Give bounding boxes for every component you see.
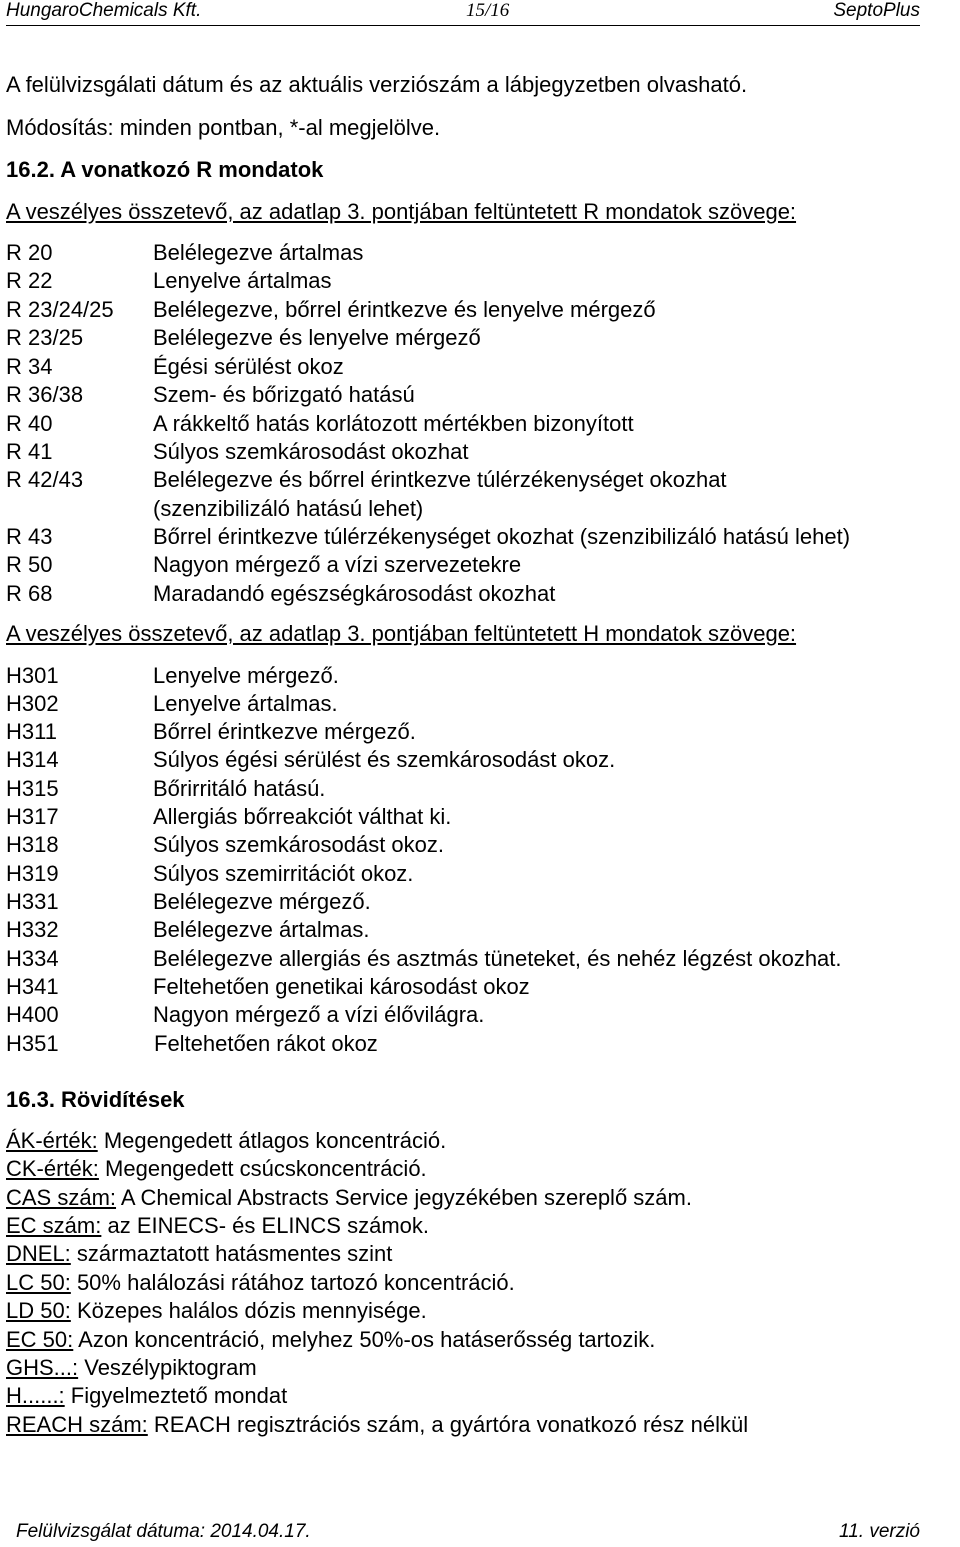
abbreviation-definition: REACH regisztrációs szám, a gyártóra vonatkozó rész nélkül [147,1412,749,1437]
h-phrase-code: H400 [6,1002,59,1027]
r-phrase-code: R 34 [6,354,53,379]
r-phrase-code: R 23/25 [6,325,84,350]
r-phrase-code: R 40 [6,411,53,436]
h-phrase-code: H302 [6,691,59,716]
h-phrase-text: Súlyos szemirritációt okoz. [153,861,414,886]
h-phrase-code: H301 [6,663,59,688]
abbreviation-definition: az EINECS- és ELINCS számok. [101,1213,430,1238]
h-phrase-code: H341 [6,974,59,999]
section-16-2-title: 16.2. A vonatkozó R mondatok [6,157,324,182]
r-phrase-text-continued: (szenzibilizáló hatású lehet) [153,496,424,521]
h-phrase-code: H334 [6,946,59,971]
abbreviation-item [6,1383,287,1409]
abbreviation-term: REACH szám: [6,1412,148,1437]
h-phrase-code: H315 [6,776,59,801]
h-phrase-code: H351 [6,1031,59,1056]
h-phrase-text: Lenyelve mérgező. [153,663,339,688]
h-phrase-code: H314 [6,747,59,772]
h-phrase-code: H319 [6,861,59,886]
r-phrase-code: R 68 [6,581,53,606]
version-label: 11. verzió [839,1521,920,1542]
page-number: 15/16 [466,0,510,21]
h-phrase-code: H318 [6,832,59,857]
r-phrases-heading: A veszélyes összetevő, az adatlap 3. pontjában feltüntetett R mondatok szövege: [6,199,797,224]
h-phrase-text: Feltehetően genetikai károsodást okoz [153,974,530,999]
r-phrase-text: Bőrrel érintkezve túlérzékenységet okozhat (szenzibilizáló hatású lehet) [153,524,851,549]
h-phrase-text: Belélegezve allergiás és asztmás tüneteket, és nehéz légzést okozhat. [153,946,842,971]
abbreviation-definition: 50% halálozási rátához tartozó koncentráció. [70,1270,515,1295]
abbreviation-item [6,1241,392,1267]
abbreviation-item [6,1213,429,1239]
h-phrase-text: Belélegezve ártalmas. [153,917,370,942]
abbreviation-definition: Megengedett csúcskoncentráció. [98,1156,427,1181]
r-phrase-text: Szem- és bőrizgató hatású [153,382,415,407]
header-divider [6,25,920,26]
abbreviation-term: DNEL: [6,1241,71,1266]
r-phrase-code: R 23/24/25 [6,297,114,322]
h-phrase-text: Súlyos égési sérülést és szemkárosodást okoz. [153,747,616,772]
abbreviation-term: ÁK-érték: [6,1128,98,1153]
abbreviation-definition: származtatott hatásmentes szint [70,1241,393,1266]
abbreviation-definition: Figyelmeztető mondat [64,1383,288,1408]
abbreviation-item [6,1156,427,1182]
h-phrase-text: Feltehetően rákot okoz [154,1031,378,1056]
h-phrase-code: H311 [6,719,57,744]
section-16-3-title: 16.3. Rövidítések [6,1087,185,1112]
h-phrase-code: H317 [6,804,59,829]
r-phrase-code: R 36/38 [6,382,84,407]
h-phrase-text: Belélegezve mérgező. [153,889,371,914]
abbreviation-item [6,1270,515,1296]
abbreviation-definition: Közepes halálos dózis mennyisége. [70,1298,427,1323]
product-name: SeptoPlus [833,0,920,21]
abbreviation-term: H......: [6,1383,65,1408]
abbreviation-definition: Veszélypiktogram [78,1355,257,1380]
r-phrase-code: R 43 [6,524,53,549]
abbreviation-item [6,1128,446,1154]
r-phrase-text: Belélegezve és lenyelve mérgező [153,325,481,350]
abbreviation-item [6,1412,748,1438]
abbreviation-term: EC szám: [6,1213,102,1238]
r-phrase-text: Nagyon mérgező a vízi szervezetekre [153,552,522,577]
r-phrase-text: A rákkeltő hatás korlátozott mértékben bizonyított [153,411,634,436]
page-header [6,0,920,24]
h-phrase-text: Bőrirritáló hatású. [153,776,326,801]
abbreviation-item [6,1298,427,1324]
abbreviation-term: CAS szám: [6,1185,117,1210]
r-phrase-code: R 41 [6,439,53,464]
abbreviation-definition: A Chemical Abstracts Service jegyzékében szereplő szám. [116,1185,692,1210]
abbreviation-term: LC 50: [6,1270,71,1295]
h-phrase-text: Súlyos szemkárosodást okoz. [153,832,445,857]
intro-line-1: A felülvizsgálati dátum és az aktuális verziószám a lábjegyzetben olvasható. [6,72,748,97]
h-phrases-heading: A veszélyes összetevő, az adatlap 3. pontjában feltüntetett H mondatok szövege: [6,621,797,646]
h-phrase-text: Nagyon mérgező a vízi élővilágra. [153,1002,485,1027]
h-phrase-text: Lenyelve ártalmas. [153,691,338,716]
r-phrase-text: Maradandó egészségkárosodást okozhat [153,581,556,606]
r-phrase-text: Belélegezve és bőrrel érintkezve túlérzékenységet okozhat [153,467,727,492]
h-phrase-code: H332 [6,917,59,942]
r-phrase-code: R 42/43 [6,467,84,492]
r-phrase-code: R 50 [6,552,53,577]
abbreviation-term: GHS...: [6,1355,79,1380]
abbreviation-item [6,1355,257,1381]
company-name: HungaroChemicals Kft. [6,0,202,21]
page-footer [16,1521,920,1545]
r-phrase-text: Lenyelve ártalmas [153,268,332,293]
review-date: Felülvizsgálat dátuma: 2014.04.17. [16,1521,311,1542]
abbreviation-definition: Megengedett átlagos koncentráció. [97,1128,447,1153]
r-phrase-code: R 22 [6,268,53,293]
abbreviation-definition: Azon koncentráció, melyhez 50%-os hatáserősség tartozik. [73,1327,656,1352]
abbreviation-item [6,1185,692,1211]
r-phrase-text: Égési sérülést okoz [153,354,344,379]
abbreviation-term: EC 50: [6,1327,74,1352]
r-phrase-code: R 20 [6,240,53,265]
intro-line-2: Módosítás: minden pontban, *-al megjelölve. [6,115,441,140]
abbreviation-term: LD 50: [6,1298,71,1323]
r-phrase-text: Belélegezve ártalmas [153,240,364,265]
h-phrase-text: Bőrrel érintkezve mérgező. [153,719,416,744]
abbreviation-item [6,1327,655,1353]
r-phrase-text: Súlyos szemkárosodást okozhat [153,439,469,464]
h-phrase-text: Allergiás bőrreakciót válthat ki. [153,804,452,829]
abbreviation-term: CK-érték: [6,1156,99,1181]
r-phrase-text: Belélegezve, bőrrel érintkezve és lenyelve mérgező [153,297,656,322]
h-phrase-code: H331 [6,889,59,914]
